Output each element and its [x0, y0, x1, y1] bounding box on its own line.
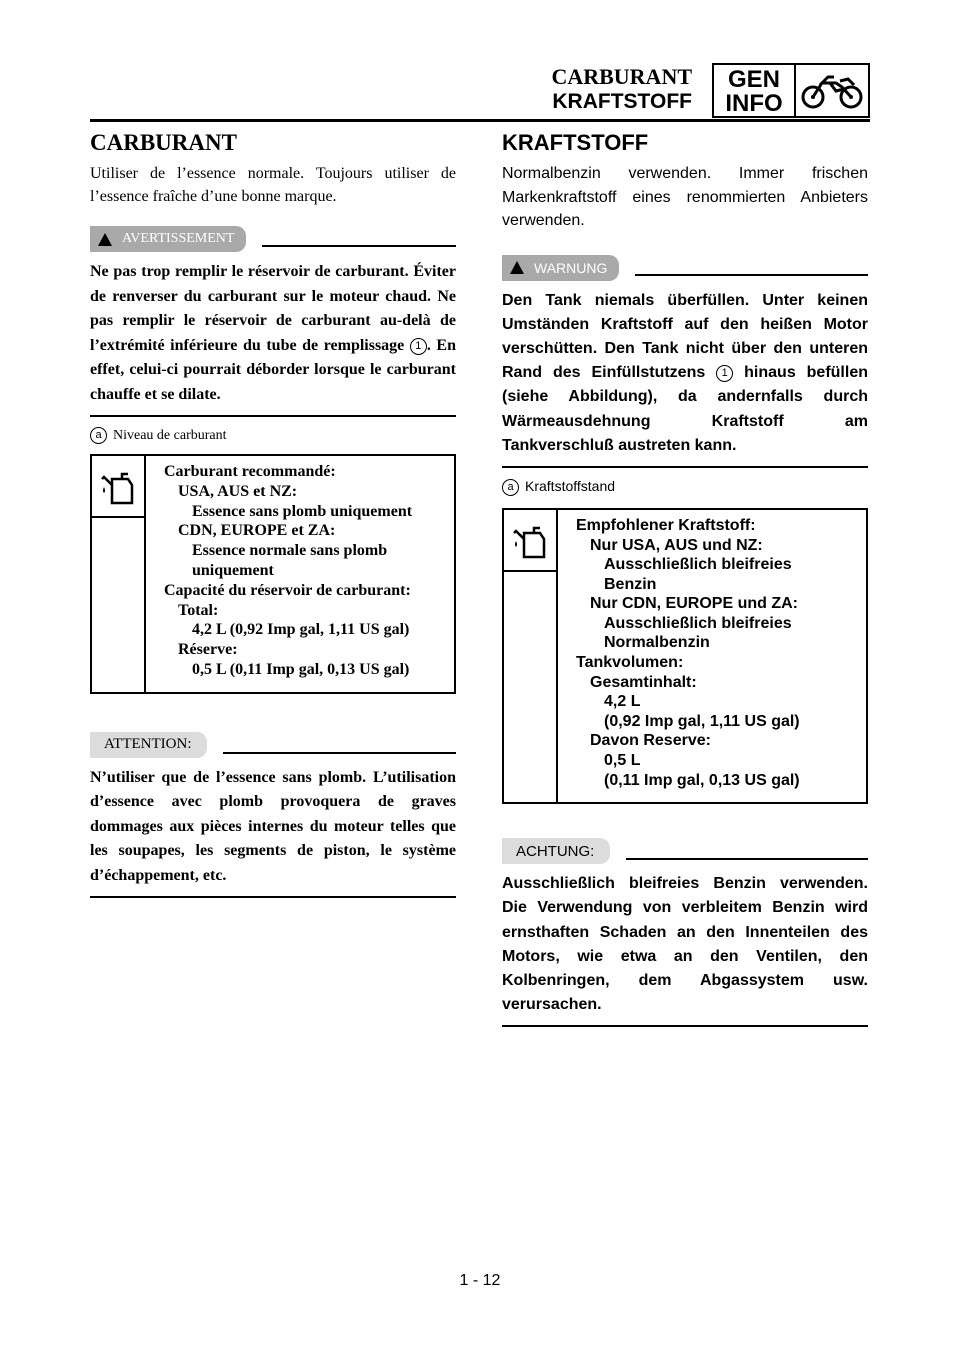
spec-line: Capacité du réservoir de carburant: [164, 581, 411, 599]
spec-line: Nur CDN, EUROPE und ZA: [590, 595, 798, 613]
spec-box-de [502, 508, 868, 804]
spec-line: Gesamtinhalt: [590, 673, 697, 691]
spec-icon-cell-fr [92, 456, 146, 692]
spec-line: Nur USA, AUS und NZ: [590, 536, 763, 554]
spec-line: 4,2 L (0,92 Imp gal, 1,11 US gal) [192, 621, 410, 639]
callout-1-marker: 1 [410, 338, 427, 355]
spec-line: Ausschließlich bleifreies [604, 614, 792, 632]
legend-de [502, 478, 868, 496]
attention-rule-fr [223, 752, 456, 754]
warning-label-de: WARNUNG [534, 259, 608, 276]
attention-header-de [502, 838, 868, 864]
attention-label-fr: ATTENTION: [90, 732, 207, 758]
warning-rule-fr [262, 245, 456, 247]
gen-label: GEN [727, 66, 780, 93]
gen-info-label [714, 65, 796, 116]
warning-end-rule-de [502, 466, 868, 468]
spec-line: (0,11 Imp gal, 0,13 US gal) [604, 771, 800, 789]
callout-a-marker: a [90, 427, 107, 444]
header-rule [90, 119, 870, 122]
spec-line: 0,5 L (0,11 Imp gal, 0,13 US gal) [192, 660, 410, 678]
warning-text-de-part1: Den Tank niemals überfüllen. Unter keinen Umständen Kraftstoff auf den heißen Motor verschütten. Den Tank nicht über den unteren Rand des Einfüllstutzens [502, 291, 868, 382]
legend-text-de: Kraftstoffstand [525, 477, 616, 494]
info-label: INFO [725, 90, 783, 117]
section-heading-de: KRAFTSTOFF [502, 130, 649, 155]
warning-triangle-icon [510, 261, 524, 274]
warning-text-fr-part1: Ne pas trop remplir le réservoir de carburant. Éviter de renverser du carburant sur le moteur chaud. Ne pas remplir le réservoir de carburant au-delà de l’extrémité inférieure du tube de remplissage [90, 263, 456, 354]
spec-line: Carburant recommandé: [164, 463, 336, 480]
warning-tag-fr [90, 226, 246, 252]
column-german [502, 130, 868, 1027]
warning-triangle-icon [98, 233, 112, 246]
spec-line: Total: [178, 601, 219, 619]
spec-body-de [558, 510, 866, 802]
legend-text-fr: Niveau de carburant [113, 428, 227, 443]
spec-line: 0,5 L [604, 752, 641, 770]
spec-line: Ausschließlich bleifreies [604, 556, 792, 574]
warning-text-de [502, 289, 868, 458]
spec-line: Empfohlener Kraftstoff: [576, 516, 756, 534]
callout-1-marker: 1 [716, 365, 733, 382]
legend-fr [90, 427, 456, 444]
spec-line: 4,2 L [604, 693, 641, 711]
warning-rule-de [635, 274, 868, 276]
warning-header-de [502, 255, 868, 281]
callout-a-marker: a [502, 479, 519, 496]
attention-end-rule-de [502, 1025, 868, 1027]
spec-line: uniquement [192, 561, 274, 579]
attention-label-de: ACHTUNG: [502, 838, 610, 864]
section-heading-fr: CARBURANT [90, 130, 237, 155]
attention-rule-de [626, 858, 868, 860]
warning-text-fr-part2: . En effet, celui-ci pourrait déborder lorsque le carburant chauffe et se dilate. [90, 336, 456, 403]
intro-text-de: Normalbenzin verwenden. Immer frischen Markenkraftstoff eines renommierten Anbieters verwenden. [502, 165, 868, 229]
motorcycle-icon [796, 65, 868, 116]
warning-text-de-part2: hinaus befüllen (siehe Abbildung), da andernfalls durch Wärmeausdehnung Kraftstoff am Tankverschluß austreten kann. [502, 364, 868, 454]
attention-header-fr [90, 732, 456, 758]
gen-info-badge [712, 63, 870, 118]
spec-line: Essence sans plomb uniquement [192, 502, 413, 520]
spec-line: Essence normale sans plomb [192, 542, 388, 560]
column-french [90, 130, 456, 898]
spec-icon-cell-de [504, 510, 558, 802]
fuel-can-icon [504, 514, 556, 572]
warning-tag-de [502, 255, 619, 281]
intro-text-fr: Utiliser de l’essence normale. Toujours utiliser de l’essence fraîche d’une bonne marque. [90, 165, 456, 205]
warning-text-fr [90, 260, 456, 407]
warning-header-fr [90, 226, 456, 252]
spec-body-fr [146, 456, 454, 692]
header-title-de: KRAFTSTOFF [552, 90, 692, 113]
spec-box-fr [90, 454, 456, 694]
header-title-fr: CARBURANT [551, 64, 692, 89]
spec-line: Normalbenzin [604, 634, 710, 652]
page-number: 1 - 12 [459, 1272, 501, 1289]
attention-end-rule-fr [90, 896, 456, 898]
attention-text-fr: N’utiliser que de l’essence sans plomb. L’utilisation d’essence avec plomb provoquera de graves dommages aux pièces internes du moteur telles que les soupapes, les segments de piston, le système d’échappement, etc. [90, 768, 456, 884]
spec-line: Benzin [604, 575, 657, 593]
spec-line: CDN, EUROPE et ZA: [178, 522, 336, 540]
spec-line: USA, AUS et NZ: [178, 482, 298, 500]
spec-line: (0,92 Imp gal, 1,11 US gal) [604, 712, 800, 730]
warning-end-rule-fr [90, 415, 456, 417]
spec-line: Davon Reserve: [590, 732, 711, 750]
warning-label-fr: AVERTISSEMENT [122, 231, 235, 246]
spec-line: Tankvolumen: [576, 654, 684, 672]
fuel-can-icon [92, 460, 144, 518]
attention-text-de: Ausschließlich bleifreies Benzin verwenden. Die Verwendung von verbleitem Benzin wird ernsthaften Schaden an den Innenteilen des Motors, wie etwa an den Ventilen, den Kolbenringen, dem Abgassystem usw. verursachen. [502, 875, 868, 1014]
spec-line: Réserve: [178, 641, 238, 659]
